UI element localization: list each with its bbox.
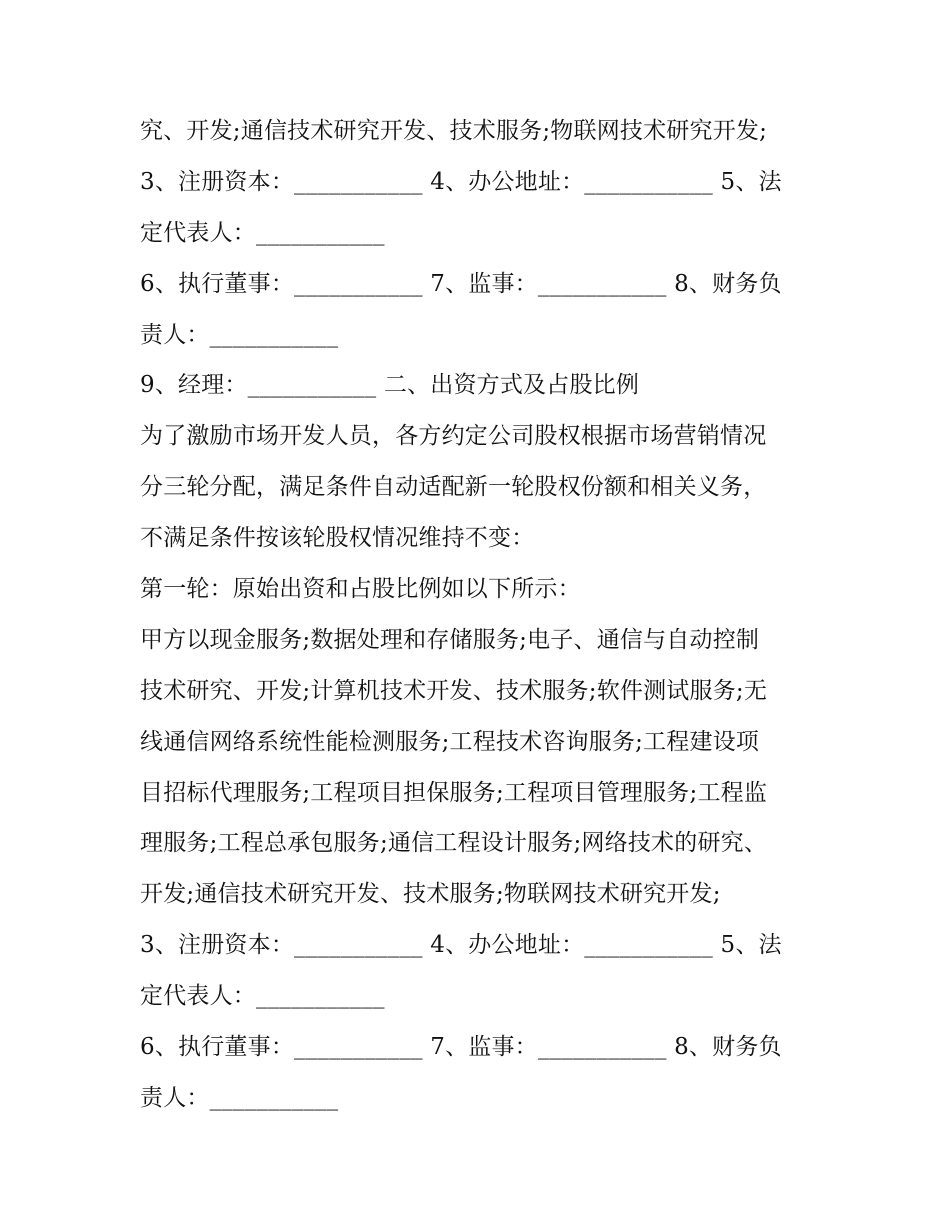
document-body: [140, 106, 820, 1124]
text-line: 开发;通信技术研究开发、技术服务;物联网技术研究开发;: [140, 881, 721, 908]
text-line: 为了激励市场开发人员，各方约定公司股权根据市场营销情况: [140, 423, 767, 450]
text-line: 理服务;工程总承包服务;通信工程设计服务;网络技术的研究、: [140, 830, 768, 857]
text-line: 责人：___________: [140, 321, 339, 348]
text-line: 3、注册资本：___________ 4、办公地址：___________ 5、法: [140, 168, 782, 195]
text-line: 不满足条件按该轮股权情况维持不变：: [140, 525, 535, 552]
text-line: 技术研究、开发;计算机技术开发、技术服务;软件测试服务;无: [140, 677, 768, 704]
text-line: 9、经理：___________ 二、出资方式及占股比例: [140, 372, 640, 399]
text-line: 目招标代理服务;工程项目担保服务;工程项目管理服务;工程监: [140, 779, 768, 806]
text-line: 6、执行董事：___________ 7、监事：___________ 8、财务负: [140, 1034, 782, 1061]
text-line: 究、开发;通信技术研究开发、技术服务;物联网技术研究开发;: [140, 118, 768, 144]
text-line: 6、执行董事：___________ 7、监事：___________ 8、财务负: [140, 270, 782, 297]
text-line: 责人：___________: [140, 1084, 339, 1111]
text-line: 分三轮分配，满足条件自动适配新一轮股权份额和相关义务，: [140, 474, 767, 501]
text-line: 3、注册资本：___________ 4、办公地址：___________ 5、法: [140, 932, 782, 959]
text-line: 线通信网络系统性能检测服务;工程技术咨询服务;工程建设项: [140, 728, 760, 755]
text-line: 定代表人：___________: [140, 219, 385, 246]
text-line: 甲方以现金服务;数据处理和存储服务;电子、通信与自动控制: [140, 626, 760, 653]
text-line: 第一轮：原始出资和占股比例如以下所示：: [140, 576, 581, 603]
text-line: 定代表人：___________: [140, 983, 385, 1010]
